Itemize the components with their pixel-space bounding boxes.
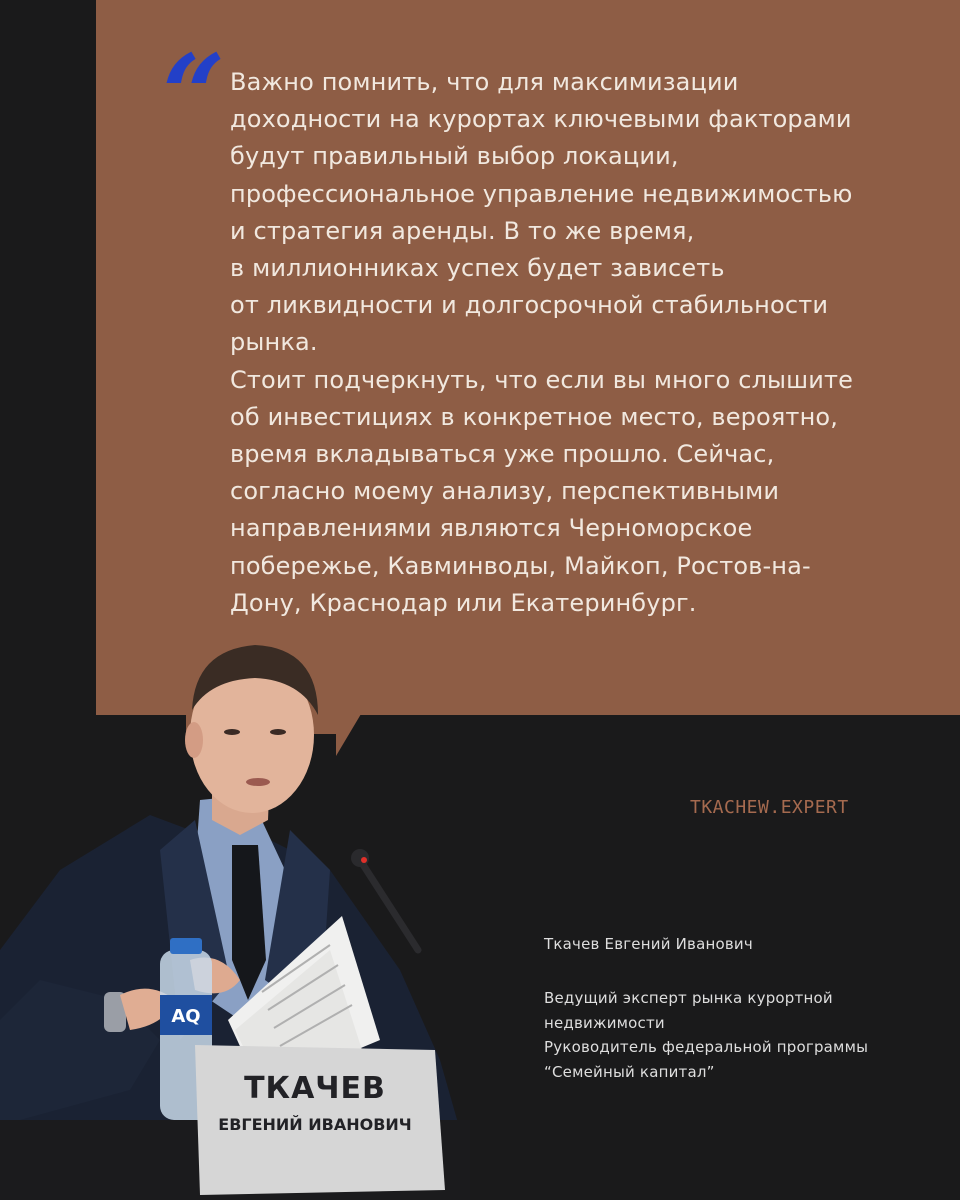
quote-mark-icon: “	[162, 30, 218, 159]
speaker-role: Ведущий эксперт рынка курортной недвижимости Руководитель федеральной программы “Семейный капитал”	[544, 989, 869, 1081]
speaker-name: Ткачев Евгений Иванович	[544, 935, 753, 953]
nameplate-surname: ТКАЧЕВ	[244, 1071, 386, 1106]
bottle-label: AQ	[171, 1006, 201, 1027]
site-link[interactable]: TKACHEW.EXPERT	[690, 797, 849, 818]
quote-text: Важно помнить, что для максимизации доходности на курортах ключевыми факторами будут правильный выбор локации, профессиональное управление недвижимостью и стратегия аренды. В то же время, в миллионниках успех будет зависеть от ликвидности и долгосрочной стабильности рынка. Стоит подчеркнуть, что если вы много слышите об инвестициях в конкретное место, вероятно, время вкладываться уже прошло. Сейчас, согласно моему анализу, перспективными направлениями являются Черноморское побережье, Кавминводы, Майкоп, Ростов-на- Дону, Краснодар или Екатеринбург.	[230, 68, 854, 617]
speaker-photo	[0, 620, 470, 1200]
nameplate	[195, 1045, 445, 1195]
nameplate-given-names: ЕВГЕНИЙ ИВАНОВИЧ	[218, 1115, 412, 1134]
